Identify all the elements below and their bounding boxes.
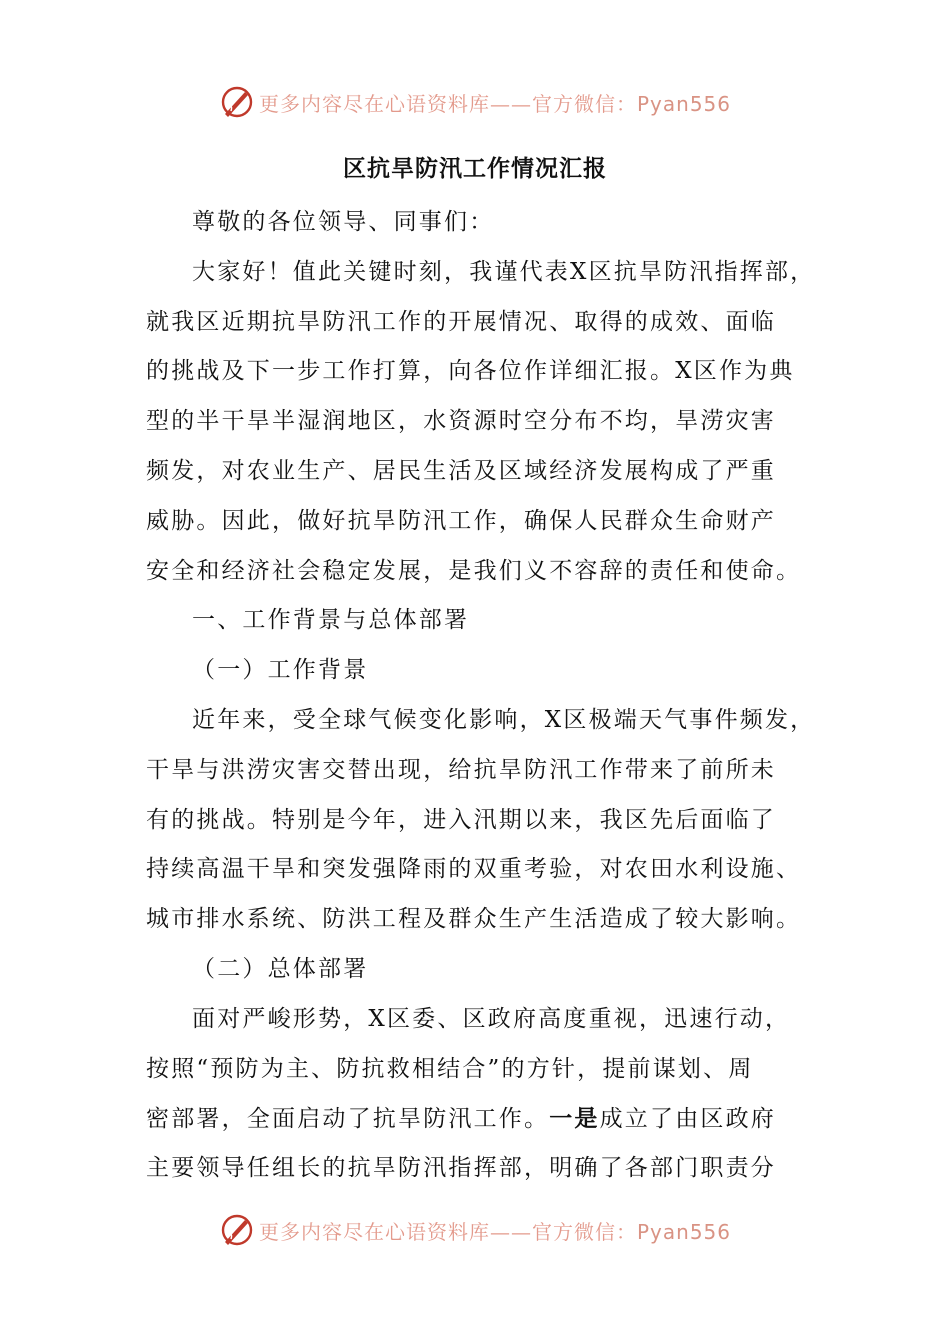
bold-marker: 一是: [549, 1105, 600, 1133]
line-text: 面对严峻形势，X区委、区政府高度重视，迅速行动，: [192, 1005, 791, 1032]
text-line: [146, 895, 816, 945]
line-text-continued: 成立了由区政府: [599, 1106, 777, 1133]
line-text: 的挑战及下一步工作打算，向各位作详细汇报。X区作为典: [146, 358, 795, 385]
text-line: [146, 995, 816, 1045]
text-line: [146, 596, 816, 646]
text-line: [146, 447, 816, 497]
text-line: [146, 646, 816, 696]
text-line: [146, 1144, 816, 1194]
pen-logo-icon: [219, 1212, 255, 1248]
line-text: 持续高温干旱和突发强降雨的双重考验，对农田水利设施、: [146, 856, 802, 883]
line-text: 安全和经济社会稳定发展，是我们义不容辞的责任和使命。: [146, 557, 802, 584]
text-line: [146, 497, 816, 547]
text-line: [146, 298, 816, 348]
text-line: [146, 696, 816, 746]
line-text: （二）总体部署: [192, 955, 369, 982]
line-text: 型的半干旱半湿润地区，水资源时空分布不均，旱涝灾害: [146, 408, 776, 435]
line-text: 主要领导任组长的抗旱防汛指挥部，明确了各部门职责分: [146, 1155, 776, 1182]
watermark-text: 更多内容尽在心语资料库——官方微信：Pyan556: [258, 1219, 731, 1244]
footer-watermark-banner: [0, 1210, 950, 1250]
watermark-text: 更多内容尽在心语资料库——官方微信：Pyan556: [258, 91, 731, 116]
pen-logo-icon: [219, 84, 255, 120]
text-line: [146, 397, 816, 447]
line-text: 尊敬的各位领导、同事们：: [192, 209, 495, 235]
line-text: 大家好！值此关键时刻，我谨代表X区抗旱防汛指挥部，: [192, 258, 816, 285]
line-text: 一、工作背景与总体部署: [192, 607, 470, 634]
line-text: 有的挑战。特别是今年，进入汛期以来，我区先后面临了: [146, 806, 776, 833]
document-body: [146, 198, 816, 1194]
line-text: （一）工作背景: [192, 657, 369, 684]
text-line: [146, 845, 816, 895]
line-text: 频发，对农业生产、居民生活及区域经济发展构成了严重: [146, 457, 776, 484]
text-line: [146, 248, 816, 298]
text-line: [146, 347, 816, 397]
text-line: [146, 746, 816, 796]
line-text: 干旱与洪涝灾害交替出现，给抗旱防汛工作带来了前所未: [146, 756, 776, 783]
text-line: [146, 1094, 816, 1144]
document-title: 区抗旱防汛工作情况汇报: [343, 156, 607, 182]
line-text: 威胁。因此，做好抗旱防汛工作，确保人民群众生命财产: [146, 507, 776, 534]
line-text: 近年来，受全球气候变化影响，X区极端天气事件频发，: [192, 706, 816, 733]
line-text: 密部署，全面启动了抗旱防汛工作。: [146, 1106, 550, 1133]
text-line: [146, 796, 816, 846]
text-line: [146, 945, 816, 995]
text-line: [146, 198, 816, 248]
text-line: [146, 1045, 816, 1095]
header-watermark-banner: [0, 82, 950, 122]
line-text: 城市排水系统、防洪工程及群众生产生活造成了较大影响。: [146, 906, 802, 933]
text-line: [146, 547, 816, 597]
line-text: 按照“预防为主、防抗救相结合”的方针，提前谋划、周: [146, 1055, 754, 1082]
line-text: 就我区近期抗旱防汛工作的开展情况、取得的成效、面临: [146, 308, 776, 335]
